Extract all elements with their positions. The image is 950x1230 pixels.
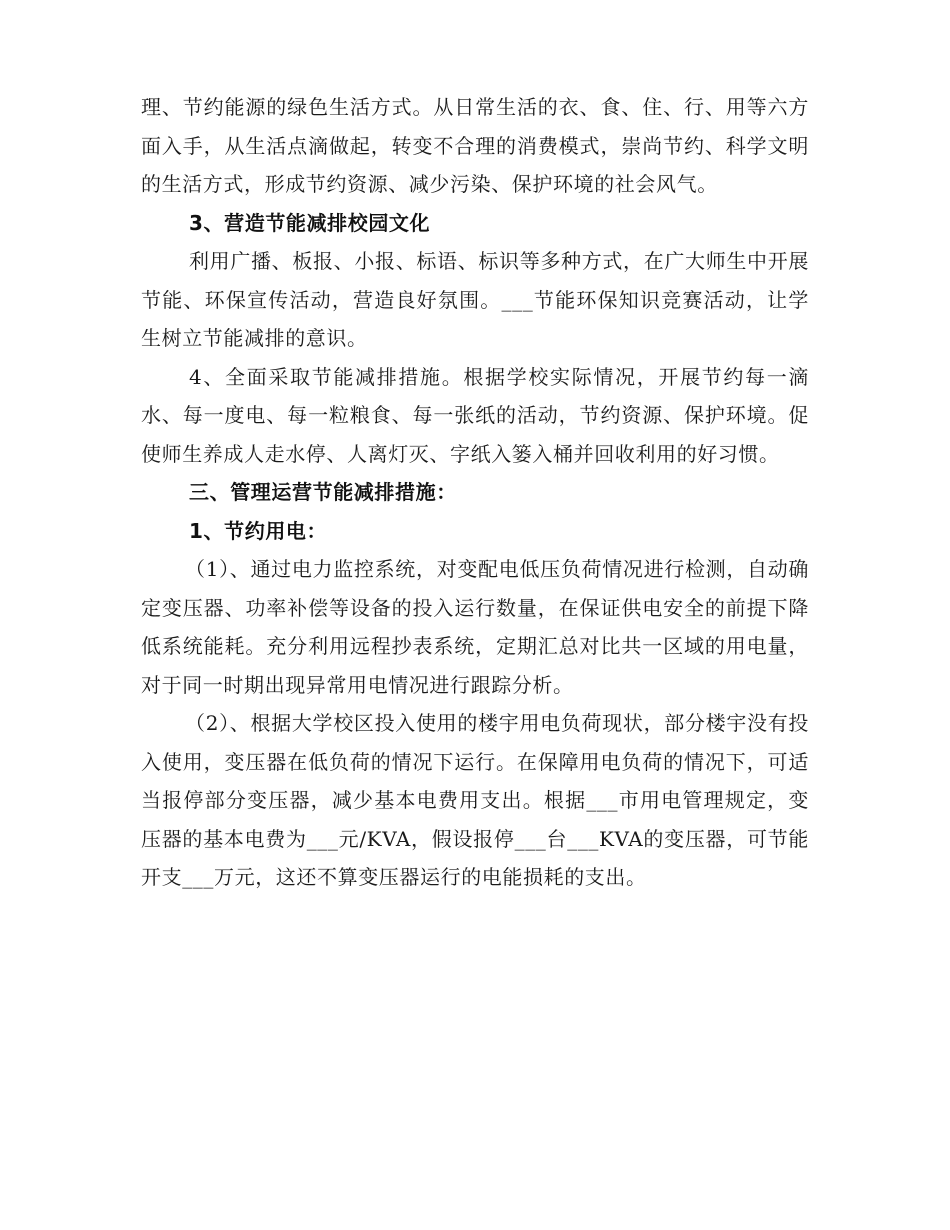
paragraph-power-monitoring: （1）、通过电力监控系统，对变配电低压负荷情况进行检测，自动确定变压器、功率补偿等设备的投入运行数量，在保证供电安全的前提下降低系统能耗。充分利用远程抄表系统，定期汇总对比共一区域的用电量，对于同一时期出现异常用电情况进行跟踪分析。 <box>141 557 809 697</box>
heading-save-electricity: 1、节约用电： <box>189 518 328 543</box>
paragraph-measures: 4、全面采取节能减排措施。根据学校实际情况，开展节约每一滴水、每一度电、每一粒粮食、每一张纸的活动，节约资源、保护环境。促使师生养成人走水停、人离灯灭、字纸入篓入桶并回收利用的好习惯。 <box>141 364 809 466</box>
heading-campus-culture: 3、营造节能减排校园文化 <box>189 210 431 235</box>
document-body <box>141 88 809 897</box>
paragraph-publicity: 利用广播、板报、小报、标语、标识等多种方式，在广大师生中开展节能、环保宣传活动，营造良好氛围。___节能环保知识竞赛活动，让学生树立节能减排的意识。 <box>141 249 809 350</box>
paragraph-transformer-load: （2）、根据大学校区投入使用的楼宇用电负荷现状，部分楼宇没有投入使用，变压器在低负荷的情况下运行。在保障用电负荷的情况下，可适当报停部分变压器，减少基本电费用支出。根据___市用电管理规定，变压器的基本电费为___元/KVA，假设报停___台___KVA的变压器，可节能开支___万元，这还不算变压器运行的电能损耗的支出。 <box>141 711 809 889</box>
paragraph-green-lifestyle: 理、节约能源的绿色生活方式。从日常生活的衣、食、住、行、用等六方面入手，从生活点滴做起，转变不合理的消费模式，崇尚节约、科学文明的生活方式，形成节约资源、减少污染、保护环境的社会风气。 <box>141 95 809 196</box>
heading-management-measures: 三、管理运营节能减排措施： <box>189 480 457 504</box>
